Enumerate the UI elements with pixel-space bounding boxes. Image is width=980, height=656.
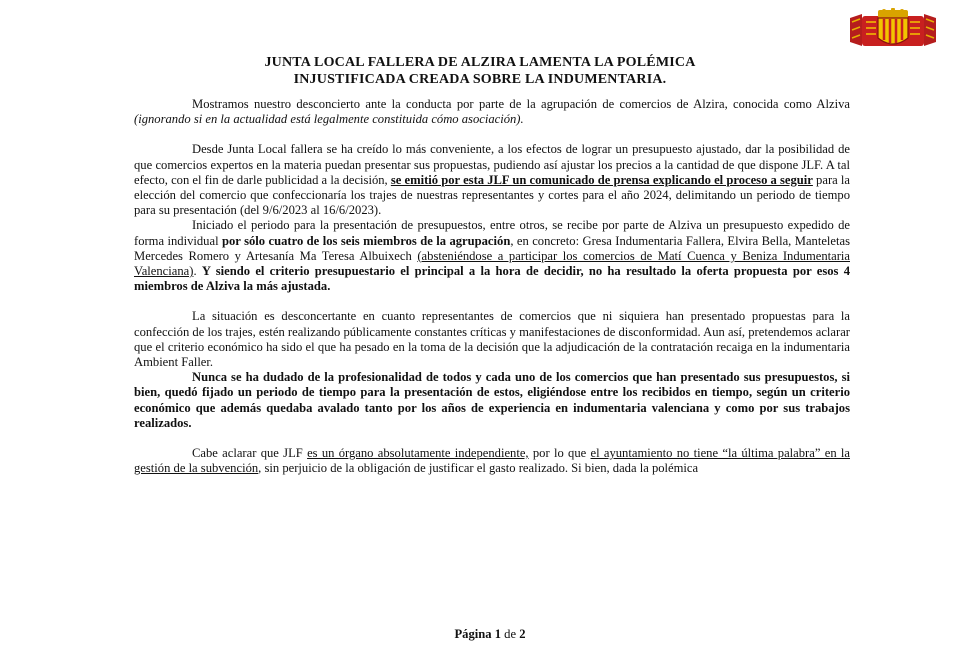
paragraph-3-bold-conclusion: Y siendo el criterio presupuestario el principal a la hora de decidir, no ha resultado la oferta propuesta por esos 4 miembros de Alziva la más ajustada. bbox=[134, 264, 850, 294]
page-total: 2 bbox=[519, 627, 526, 641]
paragraph-6-text-a: Cabe aclarar que JLF bbox=[192, 446, 308, 461]
page-label: Página bbox=[454, 627, 492, 641]
paragraph-2-text-b: para la elección del comercio que confeccionaría los trajes de nuestras representantes y cortes para el año 2024, delimitando un periodo de tiempo para su presentación (del 9/6/2023 al 16/6/2023). bbox=[134, 172, 850, 218]
paragraph-3-text-b: , en concreto: Gresa Indumentaria Fallera, Elvira Bella, Manteletas Mercedes Romero y Artesanía Ma Teresa Albuixech bbox=[134, 233, 850, 263]
paragraph-1-italic: (ignorando si en la actualidad está legalmente constituida cómo asociación). bbox=[134, 112, 524, 127]
paragraph-2 bbox=[134, 142, 850, 218]
page-number: 1 bbox=[494, 627, 502, 641]
paragraph-3-underline: (absteniéndose a participar los comercios de Matí Cuenca y Beniza Indumentaria Valenciana) bbox=[134, 248, 850, 279]
document-body bbox=[134, 97, 850, 476]
page-footer bbox=[0, 627, 980, 642]
document-title bbox=[140, 54, 820, 88]
paragraph-6-text-b: por lo que bbox=[528, 446, 591, 461]
paragraph-3-bold: por sólo cuatro de los seis miembros de la agrupación bbox=[222, 233, 511, 248]
paragraph-2-emphasis: se emitió por esta JLF un comunicado de prensa explicando el proceso a seguir bbox=[390, 172, 813, 187]
paragraph-1-text: Mostramos nuestro desconcierto ante la conducta por parte de la agrupación de comercios de Alzira, conocida como Alziva bbox=[192, 97, 850, 111]
paragraph-6-underline-1: es un órgano absolutamente independiente, bbox=[307, 446, 529, 461]
paragraph-3 bbox=[134, 218, 850, 294]
page-of-label: de bbox=[504, 627, 517, 641]
paragraph-6 bbox=[134, 446, 850, 476]
paragraph-6-text-c: , sin perjuicio de la obligación de justificar el gasto realizado. Si bien, dada la polémica bbox=[258, 461, 699, 476]
paragraph-6-underline-2: el ayuntamiento no tiene “la última palabra” en la gestión de la subvención bbox=[134, 446, 850, 476]
paragraph-3-text-c: . bbox=[193, 264, 202, 279]
coat-of-arms-icon bbox=[848, 8, 938, 52]
title-line-1: JUNTA LOCAL FALLERA DE ALZIRA LAMENTA LA POLÉMICA bbox=[264, 55, 696, 70]
paragraph-3-text-a: Iniciado el periodo para la presentación de presupuestos, entre otros, se recibe por parte de Alziva un presupuesto expedido de forma individual bbox=[134, 218, 850, 248]
title-line-2: INJUSTIFICADA CREADA SOBRE LA INDUMENTARIA. bbox=[293, 72, 667, 87]
paragraph-5: Nunca se ha dudado de la profesionalidad de todos y cada uno de los comercios que han presentado sus presupuestos, si bien, quedó fijado un periodo de tiempo para la presentación de estos, eligiéndose entre los recibidos en tiempo, según un criterio económico que además quedaba avalado tanto por los años de experiencia en indumentaria valenciana y como por sus trabajos realizados. bbox=[134, 370, 850, 430]
paragraph-2-text-a: Desde Junta Local fallera se ha creído lo más conveniente, a los efectos de lograr un presupuesto ajustado, dar la posibilidad de que comercios expertos en la materia puedan presentar sus propuestas, pudiendo así ajustar los precios a la cantidad de que dispone JLF. A tal efecto, con el fin de darle publicidad a la decisión, bbox=[134, 142, 850, 187]
paragraph-4: La situación es desconcertante en cuanto representantes de comercios que ni siquiera han presentado propuestas para la confección de los trajes, estén realizando públicamente constantes críticas y manifestaciones de disconformidad. Aun así, pretendemos aclarar que el criterio económico ha sido el que ha pesado en la toma de la decisión que la adjudicación de la contratación recaiga en la indumentaria Ambient Faller. bbox=[134, 309, 850, 370]
paragraph-1 bbox=[134, 97, 850, 127]
